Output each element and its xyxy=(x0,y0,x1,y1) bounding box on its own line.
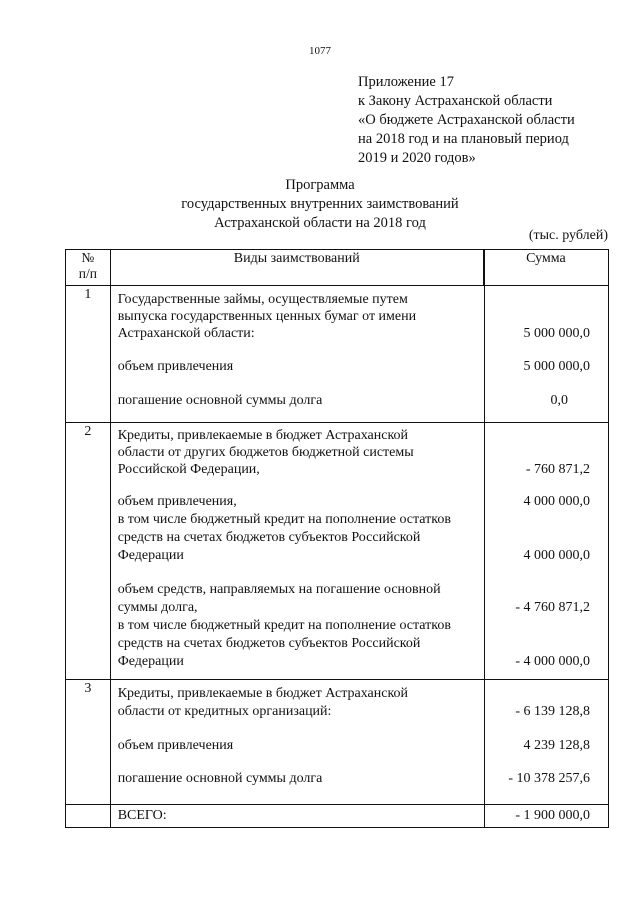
row-text: Астраханской области: xyxy=(117,326,255,341)
row-text: Кредиты, привлекаемые в бюджет Астраханской xyxy=(117,428,409,443)
row-amount: 4 000 000,0 xyxy=(523,548,590,563)
appendix-line: 2019 и 2020 годов» xyxy=(358,150,476,166)
header-num-line: № xyxy=(81,250,95,265)
row-amount: 4 000 000,0 xyxy=(523,494,590,509)
row-amount: - 10 378 257,6 xyxy=(508,771,590,786)
row-text: объем привлечения xyxy=(117,359,234,374)
row-text: в том числе бюджетный кредит на пополнение остатков xyxy=(117,512,451,527)
row-amount: - 760 871,2 xyxy=(525,462,590,477)
title-line: государственных внутренних заимствований xyxy=(181,196,459,212)
row-amount: 5 000 000,0 xyxy=(523,359,590,374)
row-text: Федерации xyxy=(117,654,184,669)
row-number: 1 xyxy=(66,286,111,423)
table-row xyxy=(66,423,609,680)
appendix-line: на 2018 год и на плановый период xyxy=(358,131,569,147)
row-amount: 4 239 128,8 xyxy=(523,738,590,753)
row-text: суммы долга, xyxy=(117,600,198,615)
row-amount: 5 000 000,0 xyxy=(523,326,590,341)
row-text: погашение основной суммы долга xyxy=(117,393,323,408)
appendix-heading xyxy=(358,73,638,168)
row-amount: 0,0 xyxy=(550,393,568,408)
row-content xyxy=(110,423,608,680)
row-text: Федерации xyxy=(117,548,184,563)
total-num-cell xyxy=(66,805,111,828)
row-text: объем привлечения, xyxy=(117,494,237,509)
total-amount: - 1 900 000,0 xyxy=(515,808,590,823)
borrowings-table xyxy=(65,249,609,828)
header-num xyxy=(66,250,111,286)
row-amount: - 6 139 128,8 xyxy=(515,704,590,719)
column-divider xyxy=(484,249,485,827)
header-type: Виды заимствований xyxy=(110,250,483,286)
appendix-line: Приложение 17 xyxy=(358,74,454,90)
row-text: Российской Федерации, xyxy=(117,462,260,477)
row-text: выпуска государственных ценных бумаг от имени xyxy=(117,309,417,324)
row-number: 2 xyxy=(66,423,111,680)
row-text: области от других бюджетов бюджетной системы xyxy=(117,445,414,460)
title-line: Астраханской области на 2018 год xyxy=(214,215,426,231)
total-content xyxy=(110,805,608,828)
row-content xyxy=(110,680,608,805)
row-text: объем средств, направляемых на погашение основной xyxy=(117,582,441,597)
row-text: в том числе бюджетный кредит на пополнение остатков xyxy=(117,618,451,633)
row-text: объем привлечения xyxy=(117,738,234,753)
row-text: средств на счетах бюджетов субъектов Российской xyxy=(117,530,421,545)
total-label: ВСЕГО: xyxy=(117,808,167,823)
row-amount: - 4 760 871,2 xyxy=(515,600,590,615)
row-text: средств на счетах бюджетов субъектов Российской xyxy=(117,636,421,651)
header-sum: Сумма xyxy=(483,250,608,286)
appendix-line: «О бюджете Астраханской области xyxy=(358,112,575,128)
table-row xyxy=(66,680,609,805)
row-text: области от кредитных организаций: xyxy=(117,704,332,719)
title-line: Программа xyxy=(285,177,355,193)
row-text: погашение основной суммы долга xyxy=(117,771,323,786)
total-row xyxy=(66,805,609,828)
row-amount: - 4 000 000,0 xyxy=(515,654,590,669)
appendix-line: к Закону Астраханской области xyxy=(358,93,553,109)
table-header-row xyxy=(66,250,609,286)
row-content xyxy=(110,286,608,423)
table-row xyxy=(66,286,609,423)
row-text: Государственные займы, осуществляемые путем xyxy=(117,292,408,307)
row-text: Кредиты, привлекаемые в бюджет Астраханской xyxy=(117,686,409,701)
row-number: 3 xyxy=(66,680,111,805)
document-title xyxy=(0,176,640,233)
units-note: (тыс. рублей) xyxy=(528,228,608,243)
page-number: 1077 xyxy=(309,45,331,57)
header-num-line: п/п xyxy=(78,266,97,281)
